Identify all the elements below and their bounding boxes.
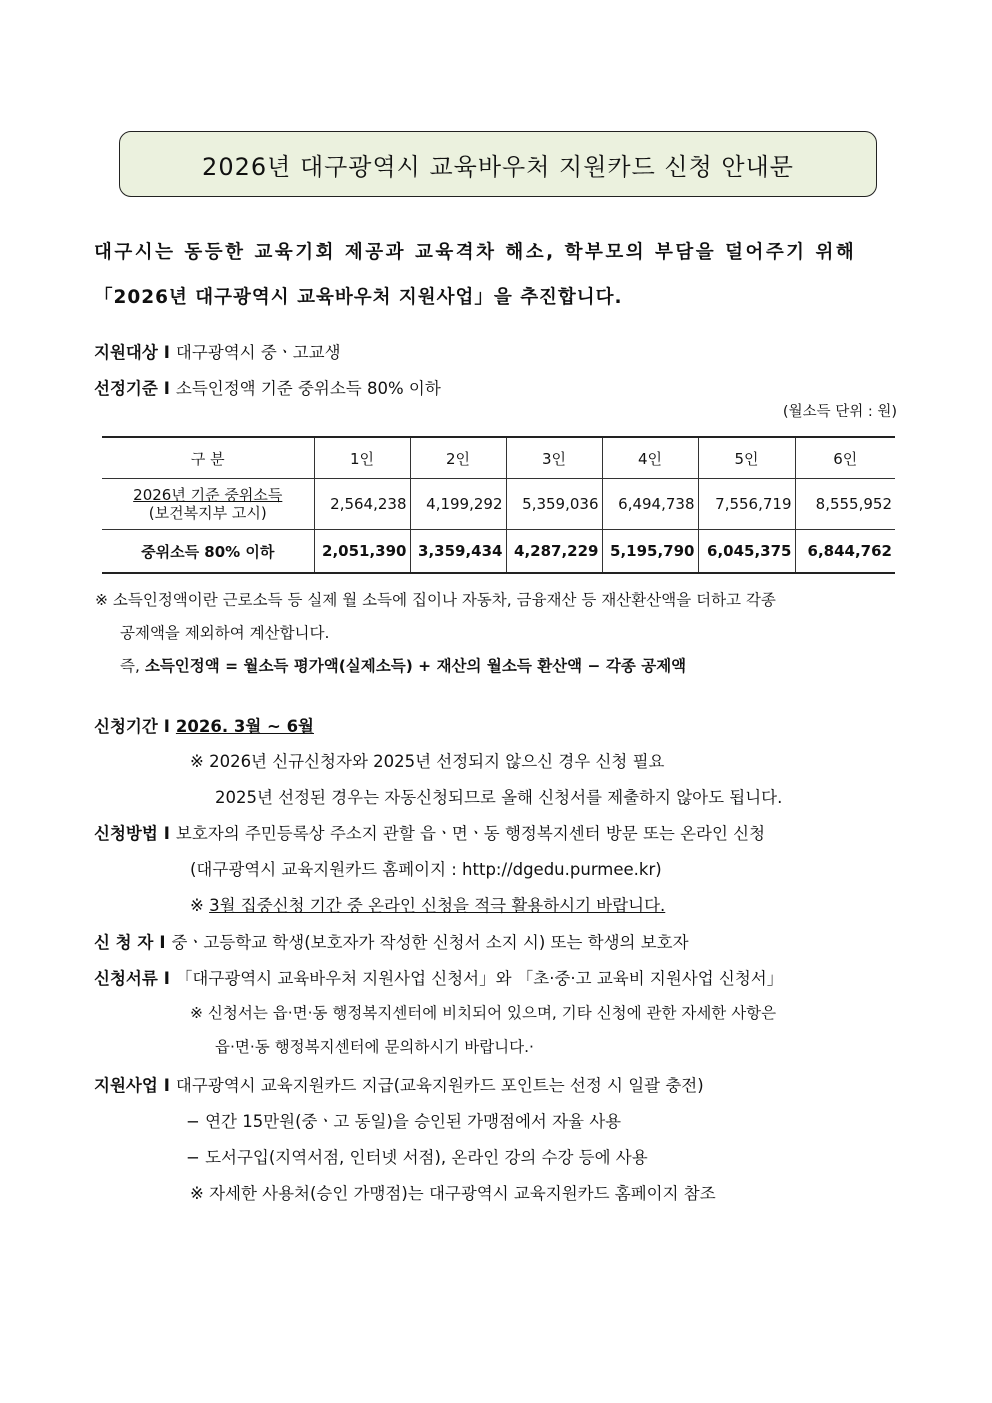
applicant-row <box>94 929 689 953</box>
period-row <box>94 713 314 737</box>
separator: I <box>159 933 166 952</box>
unit-note: (월소득 단위 : 원) <box>782 404 897 420</box>
homepage-note: (대구광역시 교육지원카드 홈페이지 : http://dgedu.purmee.kr) <box>190 860 662 879</box>
eligibility-value: 대구광역시 중ㆍ고교생 <box>175 343 341 362</box>
table-header: 4인 <box>602 437 698 479</box>
income-note-line-2: 공제액을 제외하여 계산합니다. <box>120 624 330 642</box>
table-header: 6인 <box>795 437 895 479</box>
support-item-1: − 연간 15만원(중ㆍ고 동일)을 승인된 가맹점에서 자율 사용 <box>186 1112 622 1131</box>
support-value: 대구광역시 교육지원카드 지급(교육지원카드 포인트는 선정 시 일괄 충전) <box>175 1076 704 1095</box>
row-label-line-2: (보건복지부 고시) <box>148 504 267 522</box>
separator: I <box>163 343 170 362</box>
applicant-label: 신 청 자 <box>94 933 154 952</box>
table-header: 3인 <box>506 437 602 479</box>
table-cell: 8,555,952 <box>795 479 895 530</box>
support-row <box>94 1072 704 1096</box>
income-note-line-1: ※ 소득인정액이란 근로소득 등 실제 월 소득에 집이나 자동차, 금융재산 등 재산환산액을 더하고 각종 <box>95 591 776 609</box>
separator: I <box>163 379 170 398</box>
row-label: 중위소득 80% 이하 <box>141 542 275 561</box>
table-cell: 2,051,390 <box>314 530 410 574</box>
reference-mark: ※ <box>190 896 204 915</box>
table-row <box>102 479 895 530</box>
method-note <box>190 892 665 916</box>
table-cell: 6,844,762 <box>795 530 895 574</box>
table-header: 1인 <box>314 437 410 479</box>
table-cell: 2,564,238 <box>314 479 410 530</box>
documents-note-2: 읍·면·동 행정복지센터에 문의하시기 바랍니다.· <box>215 1038 534 1056</box>
period-value: 2026. 3월 ~ 6월 <box>175 717 314 736</box>
table-cell: 6,494,738 <box>602 479 698 530</box>
eligibility-row <box>94 339 341 363</box>
table-header: 2인 <box>410 437 506 479</box>
eligibility-label: 지원대상 <box>94 343 158 362</box>
table-header-row <box>102 437 895 479</box>
row-label-line-1: 2026년 기준 중위소득 <box>133 486 283 504</box>
method-row <box>94 820 765 844</box>
criteria-label: 선정기준 <box>94 379 158 398</box>
document-title: 2026년 대구광역시 교육바우처 지원카드 신청 안내문 <box>202 152 794 181</box>
method-note-text: 3월 집중신청 기간 중 온라인 신청을 적극 활용하시기 바랍니다. <box>209 896 666 915</box>
table-cell: 3,359,434 <box>410 530 506 574</box>
income-table <box>102 436 895 574</box>
documents-label: 신청서류 <box>94 969 158 988</box>
table-header: 구 분 <box>190 449 225 468</box>
documents-note-1: ※ 신청서는 읍·면·동 행정복지센터에 비치되어 있으며, 기타 신청에 관한 자세한 사항은 <box>190 1004 777 1022</box>
method-value: 보호자의 주민등록상 주소지 관할 읍ㆍ면ㆍ동 행정복지센터 방문 또는 온라인 신청 <box>175 824 766 843</box>
applicant-value: 중ㆍ고등학교 학생(보호자가 작성한 신청서 소지 시) 또는 학생의 보호자 <box>171 933 689 952</box>
separator: I <box>163 717 170 736</box>
period-note-1: ※ 2026년 신규신청자와 2025년 선정되지 않으신 경우 신청 필요 <box>190 752 665 771</box>
table-cell: 4,287,229 <box>506 530 602 574</box>
separator: I <box>163 1076 170 1095</box>
table-cell: 6,045,375 <box>698 530 795 574</box>
period-note-2: 2025년 선정된 경우는 자동신청되므로 올해 신청서를 제출하지 않아도 됩니다. <box>215 788 783 807</box>
table-cell: 5,195,790 <box>602 530 698 574</box>
income-note-prefix: 즉, <box>120 657 140 675</box>
support-item-2: − 도서구입(지역서점, 인터넷 서점), 온라인 강의 수강 등에 사용 <box>186 1148 648 1167</box>
row-label <box>102 479 314 530</box>
title-box <box>119 131 877 197</box>
support-label: 지원사업 <box>94 1076 158 1095</box>
separator: I <box>163 969 170 988</box>
intro-line-1: 대구시는 동등한 교육기회 제공과 교육격차 해소, 학부모의 부담을 덜어주기 위해 <box>94 242 857 263</box>
intro-line-2: 「2026년 대구광역시 교육바우처 지원사업」을 추진합니다. <box>94 287 623 308</box>
criteria-row <box>94 375 441 399</box>
period-label: 신청기간 <box>94 717 158 736</box>
income-formula: 소득인정액 = 월소득 평가액(실제소득) + 재산의 월소득 환산액 − 각종 공제액 <box>144 657 687 675</box>
criteria-value: 소득인정액 기준 중위소득 80% 이하 <box>175 379 441 398</box>
separator: I <box>163 824 170 843</box>
support-note: ※ 자세한 사용처(승인 가맹점)는 대구광역시 교육지원카드 홈페이지 참조 <box>190 1184 716 1203</box>
income-note-line-3 <box>120 654 686 676</box>
table-header: 5인 <box>698 437 795 479</box>
table-cell: 4,199,292 <box>410 479 506 530</box>
documents-value: 「대구광역시 교육바우처 지원사업 신청서」와 「초·중·고 교육비 지원사업 신청서」 <box>175 969 784 988</box>
table-cell: 7,556,719 <box>698 479 795 530</box>
documents-row <box>94 965 783 989</box>
table-row <box>102 530 895 574</box>
table-cell: 5,359,036 <box>506 479 602 530</box>
method-label: 신청방법 <box>94 824 158 843</box>
